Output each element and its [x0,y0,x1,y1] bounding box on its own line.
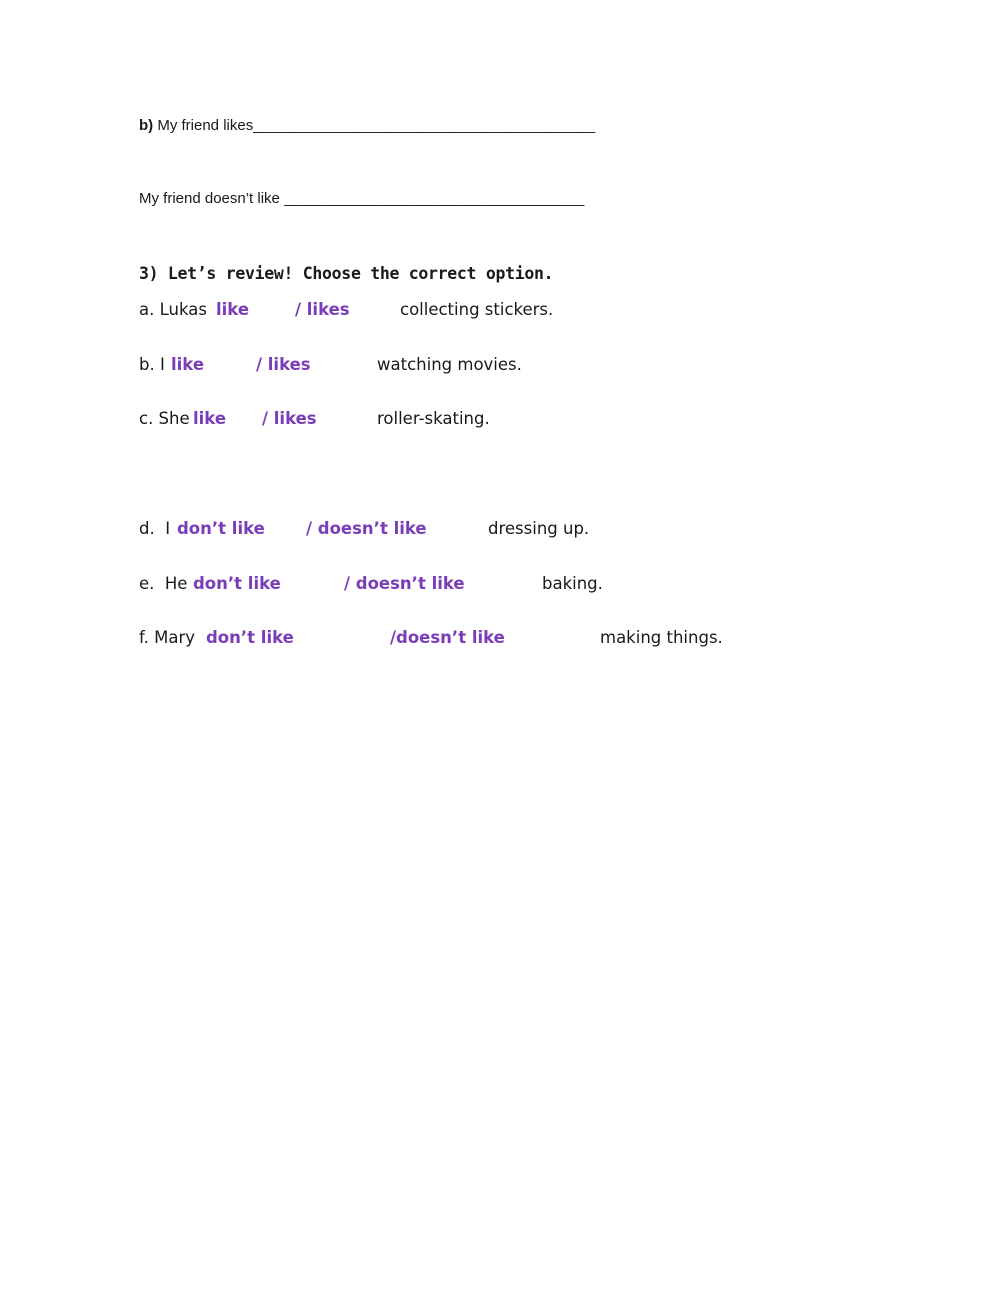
item-e-option-1[interactable]: don’t like [193,574,281,593]
exercise-3-heading: 3) Let’s review! Choose the correct option. [139,264,554,283]
item-a-option-2[interactable]: / likes [295,300,350,319]
item-f-suffix: making things. [600,628,723,647]
item-b-option-2[interactable]: / likes [256,355,311,374]
part-b-likes-text: My friend likes_________________________________________ [153,117,596,134]
item-d-prefix: d. I [139,519,171,538]
item-a-option-1[interactable]: like [216,300,250,319]
item-f-option-2[interactable]: /doesn’t like [390,628,505,647]
item-b-option-1[interactable]: like [171,355,205,374]
item-c-prefix: c. She [139,409,190,428]
item-b-suffix: watching movies. [377,355,522,374]
item-f-option-1[interactable]: don’t like [206,628,294,647]
item-e-suffix: baking. [542,574,603,593]
part-b-line-likes [139,118,595,133]
item-f-prefix: f. Mary [139,628,195,647]
item-c-suffix: roller-skating. [377,409,490,428]
item-c-option-1[interactable]: like [193,409,227,428]
item-b-prefix: b. I [139,355,165,374]
item-e-option-2[interactable]: / doesn’t like [344,574,465,593]
part-b-label: b) [139,117,154,134]
item-d-suffix: dressing up. [488,519,590,538]
item-a-prefix: a. Lukas [139,300,207,319]
item-d-option-1[interactable]: don’t like [177,519,265,538]
item-d-option-2[interactable]: / doesn’t like [306,519,427,538]
part-b-line-doesnt-like: My friend doesn’t like ____________________________________ [139,190,585,207]
item-e-prefix: e. He [139,574,188,593]
item-c-option-2[interactable]: / likes [262,409,317,428]
item-a-suffix: collecting stickers. [400,300,554,319]
